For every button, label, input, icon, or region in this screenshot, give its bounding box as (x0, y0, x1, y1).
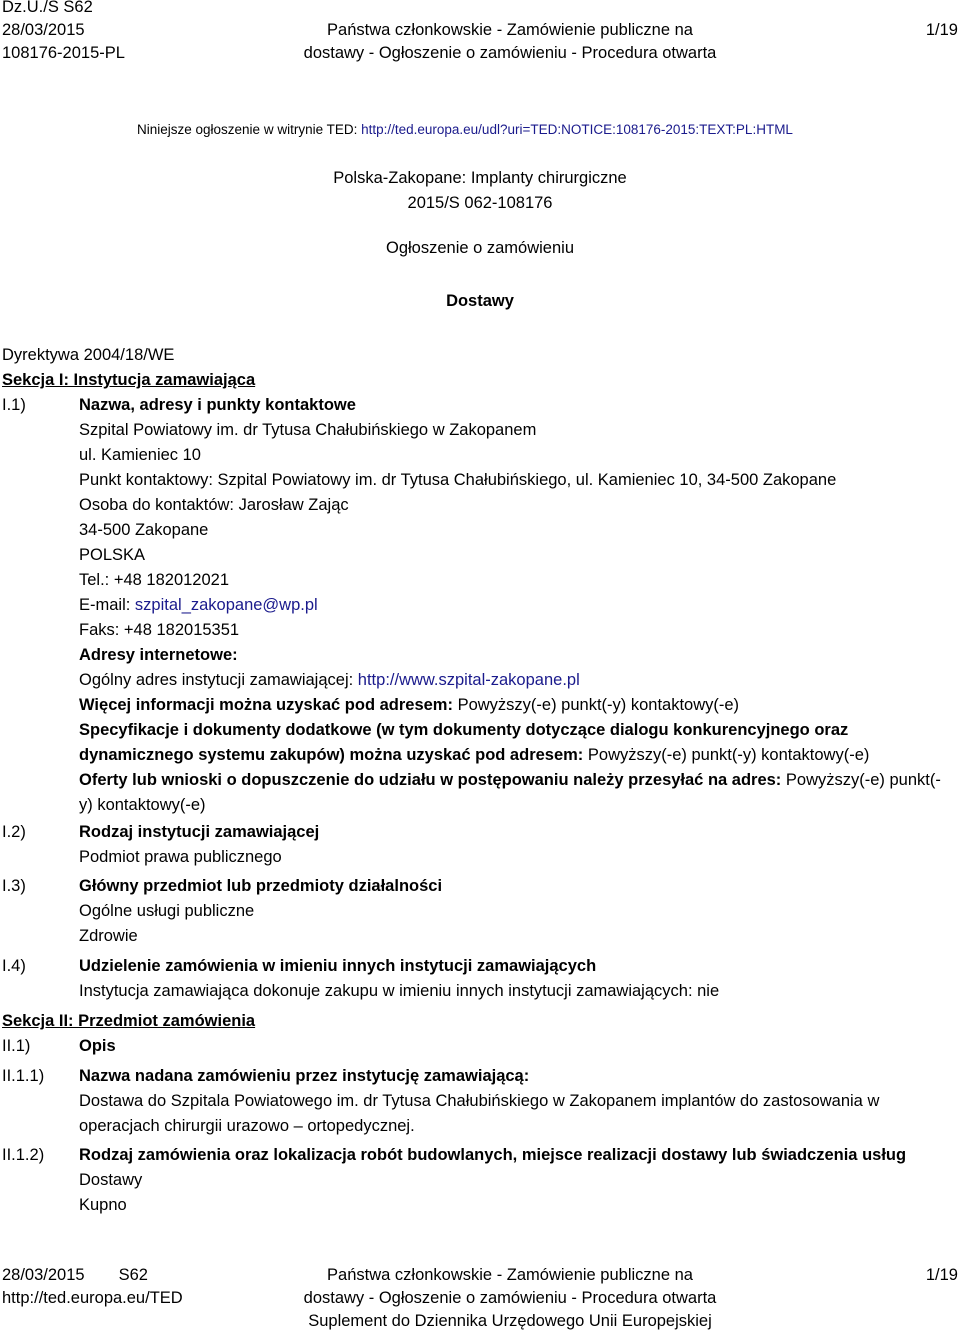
authority-street: ul. Kamieniec 10 (79, 446, 201, 464)
authority-email-row (79, 593, 949, 618)
page-footer-center (270, 1264, 750, 1333)
ted-notice-link[interactable]: http://ted.europa.eu/udl?uri=TED:NOTICE:108176-2015:TEXT:PL:HTML (361, 122, 793, 137)
section-ii1-heading: Opis (79, 1037, 116, 1055)
header-title-line-2: dostawy - Ogłoszenie o zamówieniu - Procedura otwarta (303, 44, 717, 62)
main-activity-item: Zdrowie (79, 927, 138, 945)
section-i4-heading: Udzielenie zamówienia w imieniu innych instytucji zamawiających (79, 957, 597, 975)
authority-city: 34-500 Zakopane (79, 521, 209, 539)
section-i3-heading: Główny przedmiot lub przedmioty działalności (79, 877, 443, 895)
section-ii11-heading: Nazwa nadana zamówieniu przez instytucję zamawiającą: (79, 1067, 530, 1085)
contract-title: Dostawa do Szpitala Powiatowego im. dr Tytusa Chałubińskiego w Zakopanem implantów do zastosowania w operacjach chirurgii urazowo – ortopedycznej. (79, 1092, 880, 1135)
section-i4-content (79, 954, 949, 1004)
offers-label: Oferty lub wnioski o dopuszczenie do udziału w postępowaniu należy przesyłać na adres: (79, 771, 782, 789)
section-ii12-content (79, 1143, 949, 1218)
notice-title-block (0, 166, 960, 216)
more-info-row (79, 693, 949, 718)
notice-number: 2015/S 062-108176 (407, 194, 553, 212)
journal-reference: Dz.U./S S62 (2, 0, 93, 16)
notice-title: Polska-Zakopane: Implanty chirurgiczne (333, 169, 627, 187)
section-1-heading: Sekcja I: Instytucja zamawiająca (2, 371, 256, 389)
general-address-label: Ogólny adres instytucji zamawiającej: (79, 671, 358, 689)
directive: Dyrektywa 2004/18/WE (2, 346, 175, 364)
section-i2-number: I.2) (2, 823, 26, 841)
authority-phone: Tel.: +48 182012021 (79, 571, 230, 589)
internet-addresses-heading: Adresy internetowe: (79, 646, 238, 664)
footer-date: 28/03/2015 (2, 1266, 85, 1284)
specs-row (79, 718, 949, 768)
authority-type: Podmiot prawa publicznego (79, 848, 282, 866)
section-i1-content (79, 393, 949, 818)
page-footer-left (2, 1264, 183, 1310)
section-ii1-number: II.1) (2, 1037, 31, 1055)
header-title-line-1: Państwa członkowskie - Zamówienie publiczne na (327, 21, 693, 39)
email-label: E-mail: (79, 596, 135, 614)
on-behalf-value: Instytucja zamawiająca dokonuje zakupu w imieniu innych instytucji zamawiających: nie (79, 982, 720, 1000)
specs-label: Specyfikacje i dokumenty dodatkowe (w tym dokumenty dotyczące dialogu konkurencyjnego oraz dynamicznego systemu zakupów) można uzyskać pod adresem: (79, 721, 849, 764)
section-i2-content (79, 820, 949, 870)
section-ii12-heading: Rodzaj zamówienia oraz lokalizacja robót budowlanych, miejsce realizacji dostawy lub świadczenia usług (79, 1146, 907, 1164)
offers-value: Powyższy(-e) punkt(-y) kontaktowy(-e) (79, 771, 941, 814)
contact-point: Punkt kontaktowy: Szpital Powiatowy im. dr Tytusa Chałubińskiego, ul. Kamieniec 10, 34-500 Zakopane (79, 471, 837, 489)
page-header-left (2, 0, 125, 65)
section-ii1-content (79, 1034, 949, 1059)
section-i4-number: I.4) (2, 957, 26, 975)
footer-page-number: 1/19 (925, 1266, 958, 1284)
footer-url: http://ted.europa.eu/TED (2, 1289, 183, 1307)
footer-line-2: dostawy - Ogłoszenie o zamówieniu - Procedura otwarta (303, 1289, 717, 1307)
ted-notice-prefix: Niniejsze ogłoszenie w witrynie TED: (137, 122, 362, 137)
section-ii11-content (79, 1064, 949, 1139)
page-header-center (270, 19, 750, 65)
section-ii11-number: II.1.1) (2, 1067, 45, 1085)
footer-line-3: Suplement do Dziennika Urzędowego Unii Europejskiej (308, 1312, 712, 1330)
general-address-link[interactable]: http://www.szpital-zakopane.pl (357, 671, 580, 689)
authority-fax: Faks: +48 182015351 (79, 621, 240, 639)
contact-person: Osoba do kontaktów: Jarosław Zając (79, 496, 349, 514)
contract-subtype-value: Kupno (79, 1196, 127, 1214)
section-i1-number: I.1) (2, 396, 26, 414)
section-i1-heading: Nazwa, adresy i punkty kontaktowe (79, 396, 356, 414)
section-i3-content (79, 874, 949, 949)
section-i2-heading: Rodzaj instytucji zamawiającej (79, 823, 320, 841)
section-ii12-number: II.1.2) (2, 1146, 45, 1164)
email-link[interactable]: szpital_zakopane@wp.pl (134, 596, 318, 614)
notice-type: Ogłoszenie o zamówieniu (385, 239, 575, 257)
general-address-row (79, 668, 949, 693)
section-2-heading: Sekcja II: Przedmiot zamówienia (2, 1012, 256, 1030)
notice-id: 108176-2015-PL (2, 44, 125, 62)
footer-issue: S62 (118, 1266, 148, 1284)
contract-type-value: Dostawy (79, 1171, 143, 1189)
authority-name: Szpital Powiatowy im. dr Tytusa Chałubińskiego w Zakopanem (79, 421, 537, 439)
specs-value: Powyższy(-e) punkt(-y) kontaktowy(-e) (583, 746, 870, 764)
header-date: 28/03/2015 (2, 21, 85, 39)
ted-notice-line (137, 120, 793, 140)
section-i3-number: I.3) (2, 877, 26, 895)
offers-row (79, 768, 949, 818)
more-info-value: Powyższy(-e) punkt(-y) kontaktowy(-e) (452, 696, 740, 714)
footer-line-1: Państwa członkowskie - Zamówienie publiczne na (327, 1266, 693, 1284)
footer-date-row (2, 1264, 183, 1287)
authority-country: POLSKA (79, 546, 146, 564)
more-info-label: Więcej informacji można uzyskać pod adresem: (79, 696, 453, 714)
contract-type-heading: Dostawy (446, 292, 514, 310)
header-page-number: 1/19 (925, 21, 958, 39)
main-activity-item: Ogólne usługi publiczne (79, 902, 255, 920)
